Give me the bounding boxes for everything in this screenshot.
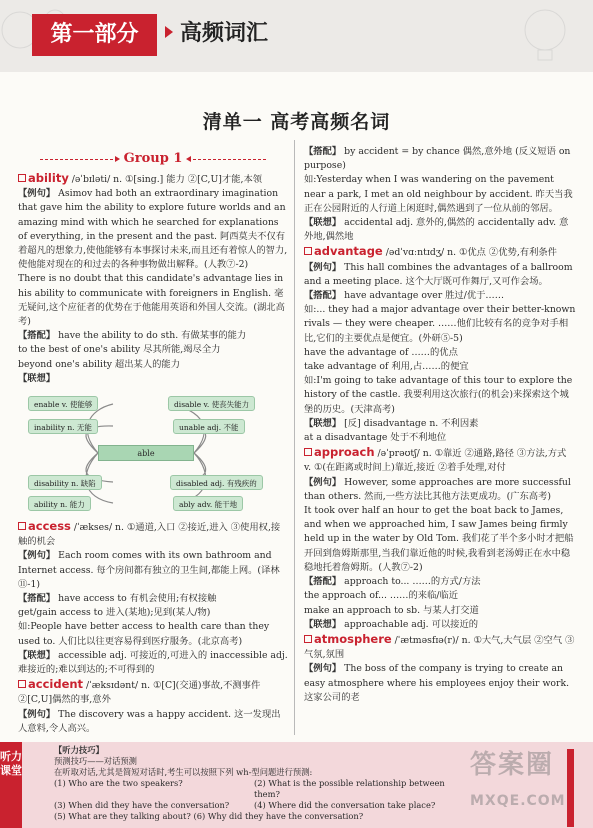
headword: advantage	[314, 244, 383, 259]
group-label: Group 1	[123, 150, 183, 166]
definition: /əˈbɪləti/ n. ①[sing.] 能力 ②[C,U]才能,本领	[68, 174, 263, 185]
right-column	[304, 145, 576, 705]
entry-atmosphere	[304, 632, 576, 662]
tips-title: 【听力技巧】	[54, 745, 104, 755]
tag-collocation: 【搭配】	[304, 290, 342, 302]
tag-collocation: 【搭配】	[18, 593, 56, 605]
example-text: The boss of the company is trying to create an easy atmosphere where his employees enjoy their work. 这家公司的老	[304, 663, 570, 703]
accent-bar	[567, 749, 574, 827]
tips-description: 在听取对话,尤其是简短对话时,考生可以按照下列 wh-型问题进行预测:	[54, 767, 313, 777]
tips-subtitle: 预测技巧——对话预测	[54, 756, 137, 766]
related	[304, 216, 576, 244]
entry-accident	[18, 677, 288, 707]
definition: /ˈætməsfɪə(r)/ n. ①大气,大气层 ②空气 ③气氛,氛围	[304, 634, 575, 661]
part-title: 高频词汇	[180, 21, 269, 46]
question: (1) Who are the two speakers?	[54, 778, 183, 788]
tag-example: 【例句】	[304, 476, 342, 488]
checkbox-square-icon	[18, 680, 26, 688]
collocation-text: approach to... ……的方式/方法	[341, 576, 481, 588]
example-text: This hall combines the advantages of a ballroom and a meeting place. 这个大厅既可作舞厅,又可作会场。	[304, 261, 573, 287]
definition: /ˈæksɪdənt/ n. ①[C](交通)事故,不测事件 ②[C,U]偶然的事,意外	[18, 680, 261, 706]
arrow-right-icon	[165, 26, 173, 38]
collocation-text: have advantage over 胜过/优于……	[341, 290, 505, 302]
example	[18, 708, 288, 736]
tag-collocation: 【搭配】	[304, 146, 342, 157]
watermark-logo: 答案圈	[470, 750, 555, 780]
map-node: enable v. 使能够	[28, 396, 98, 411]
map-node: disable v. 使丧失能力	[168, 396, 255, 411]
collocation-text: 如:People have better access to health care than they used to. 人们比以往更容易得到医疗服务。(北京高考)	[18, 621, 270, 647]
tag-related: 【联想】	[18, 372, 56, 384]
map-node: ably adv. 能干地	[173, 496, 243, 511]
map-node: unable adj. 不能	[173, 419, 245, 434]
watermark-url: MXQE.COM	[470, 793, 566, 809]
tag-related: 【联想】	[304, 417, 342, 429]
entry-approach	[304, 445, 576, 475]
checkbox-square-icon	[18, 174, 26, 182]
example	[304, 261, 576, 289]
example-text: It took over half an hour to get the boat back to James, and when we approached him, I saw James being firmly held up in the water by Old Tom. 我们花了半个多小时才把船开回到詹姆斯那里,当我们靠近他的时候,我看到老汤姆正在水中稳稳地托着詹姆斯。(人教⑦-2)	[304, 505, 574, 573]
tag-collocation: 【搭配】	[304, 576, 342, 588]
tag-related: 【联想】	[18, 649, 56, 661]
related-text: at a disadvantage 处于不利地位	[304, 432, 447, 444]
related-text: [反] disadvantage n. 不利因素	[341, 417, 479, 429]
headword: atmosphere	[314, 631, 392, 646]
collocation	[18, 329, 288, 343]
tag-related: 【联想】	[304, 618, 342, 630]
related	[304, 417, 576, 431]
collocation-text: beyond one's ability 超出某人的能力	[18, 358, 181, 370]
chapter-header	[0, 0, 593, 72]
example-text: There is no doubt that this candidate's advantage lies in his ability to communicate with foreigners in English. 毫无疑问,这个应征者的优势在于他能用英语和外国人交流。(湖北高考)	[18, 273, 285, 328]
checkbox-square-icon	[18, 522, 26, 530]
headword: ability	[28, 171, 69, 185]
tag-example: 【例句】	[304, 663, 342, 675]
example-text: The discovery was a happy accident. 这一发现出人意料,令人高兴。	[18, 708, 281, 734]
collocation	[18, 592, 288, 606]
collocation	[304, 289, 576, 303]
map-node: disability n. 缺陷	[28, 475, 102, 490]
definition: /əˈprəʊtʃ/ n. ①靠近 ②通路,路径 ③方法,方式 v. ①(在距离或时间上)靠近,接近 ②着手处理,对付	[304, 448, 567, 474]
definition: /ədˈvɑːntɪdʒ/ n. ①优点 ②优势,有利条件	[382, 247, 557, 259]
headword: accident	[28, 677, 84, 692]
checkbox-square-icon	[304, 247, 312, 255]
example-text: Each room comes with its own bathroom and Internet access. 每个房间都有独立的卫生间,都能上网。(译林⑪-1)	[18, 550, 280, 590]
checkbox-square-icon	[304, 635, 312, 643]
collocation	[304, 145, 576, 173]
tag-example: 【例句】	[18, 188, 56, 200]
headword: access	[28, 519, 71, 534]
collocation-text: have the ability to do sth. 有做某事的能力	[55, 330, 247, 342]
definition: /ˈækses/ n. ①通道,入口 ②接近,进入 ③使用权,接触的机会	[18, 522, 281, 548]
related-text: accidental adj. 意外的,偶然的 accidentally adv. 意外地,偶然地	[304, 217, 569, 243]
example	[304, 662, 576, 705]
list-title: 清单一 高考高频名词	[202, 111, 391, 133]
collocation-text: take advantage of 利用,占……的便宜	[304, 361, 469, 373]
collocation-text: to the best of one's ability 尽其所能,竭尽全力	[18, 344, 221, 356]
map-center: able	[98, 445, 194, 461]
related	[18, 649, 288, 677]
side-tab-label: 听力课堂	[0, 742, 22, 828]
group-heading	[18, 150, 288, 168]
tag-example: 【例句】	[304, 261, 342, 273]
example	[18, 549, 288, 592]
headword: approach	[314, 445, 375, 460]
example	[18, 187, 288, 272]
collocation-text: by accident = by chance 偶然,意外地 (反义短语 on purpose)	[304, 146, 571, 172]
question: (3) When did they have the conversation?	[54, 800, 230, 810]
tag-example: 【例句】	[18, 708, 56, 720]
collocation	[304, 575, 576, 589]
collocation-text: have the advantage of ……的优点	[304, 346, 458, 358]
collocation-text: 如:I'm going to take advantage of this tour to explore the history of the castle. 我要利用这次旅行(的机会)来探索这个城堡的历史。(天津高考)	[304, 375, 573, 415]
related-text: approachable adj. 可以接近的	[341, 618, 479, 630]
collocation-text: get/gain access to 进入(某地);见到(某人/物)	[18, 607, 211, 619]
column-divider	[294, 140, 295, 735]
tag-collocation: 【搭配】	[18, 330, 56, 342]
collocation-text: the approach of... ……的来临/临近	[304, 590, 459, 602]
tag-related: 【联想】	[304, 217, 342, 229]
dashed-arrow-icon	[188, 159, 266, 160]
example-text: 如:Yesterday when I was wandering on the pavement near a park, I met an old neighbour by accident. 昨天当我正在公园附近的人行道上闲逛时,偶然遇到了一位从前的邻居。	[304, 174, 573, 214]
map-node: ability n. 能力	[28, 496, 91, 511]
question: (2) What is the possible relationship between them?	[254, 778, 445, 799]
question: (5) What are they talking about? (6) Why did they have the conversation?	[54, 811, 364, 821]
entry-access	[18, 519, 288, 549]
example-text: However, some approaches are more successful than others. 然而,一些方法比其他方法更成功。(广东高考)	[304, 476, 571, 502]
collocation-text: 如:... they had a major advantage over their better-known rivals — they were cheaper. ……他们比较有名的竞争对手相比,它们的主要优点是便宜。(外研⑤-5)	[304, 304, 576, 344]
related	[304, 618, 576, 632]
entry-ability	[18, 171, 288, 187]
collocation-text: have access to 有机会使用;有权接触	[55, 593, 217, 605]
example-text: Asimov had both an extraordinary imagination that gave him the ability to explore future worlds and an amazing mind with which he searched for explanations of everything, in the present and the past. 阿西莫夫不仅有着超凡的想象力,使他能够有本事探讨未来,而且还有着惊人的智力,使他能对现在的和过去的各种事物做出解释。(人教⑦-2)	[18, 188, 288, 271]
tag-example: 【例句】	[18, 550, 56, 562]
question: (4) Where did the conversation take place?	[254, 800, 436, 810]
lightbulb-icon	[500, 0, 590, 72]
entry-advantage	[304, 244, 576, 260]
checkbox-square-icon	[304, 448, 312, 456]
related-text: accessible adj. 可接近的,可进入的 inaccessible adj. 难接近的;难以到达的;不可得到的	[18, 649, 288, 676]
example	[304, 476, 576, 504]
dashed-arrow-icon	[40, 159, 118, 160]
word-map	[28, 390, 257, 515]
collocation-text: make an approach to sb. 与某人打交道	[304, 604, 479, 616]
map-node: inability n. 无能	[28, 419, 98, 434]
map-node: disabled adj. 有残疾的	[170, 475, 263, 490]
part-label: 第一部分	[32, 14, 157, 56]
left-column	[18, 150, 288, 736]
